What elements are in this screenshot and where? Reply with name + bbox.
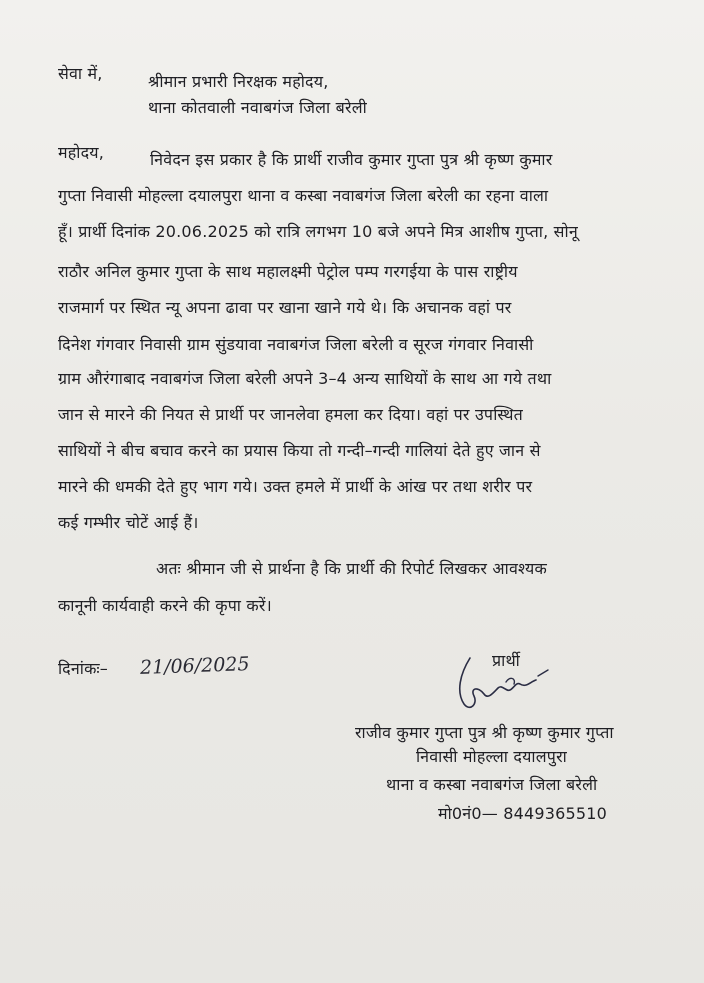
greeting: महोदय, (58, 143, 105, 162)
salutation-to: सेवा में, (58, 64, 103, 83)
signature (448, 652, 558, 722)
body-line: राठौर अनिल कुमार गुप्ता के साथ महालक्ष्मी पेट्रोल पम्प गरगईया के पास राष्ट्रीय (58, 262, 518, 281)
body-line: हूँ। प्रार्थी दिनांक 20.06.2025 को रात्रि लगभग 10 बजे अपने मित्र आशीष गुप्ता, सोनू (58, 222, 578, 241)
handwritten-date: 21/06/2025 (139, 653, 250, 679)
addressee-line-1: श्रीमान प्रभारी निरक्षक महोदय, (148, 72, 329, 91)
request-line: अतः श्रीमान जी से प्रार्थना है कि प्रार्थी की रिपोर्ट लिखकर आवश्यक (156, 559, 548, 578)
body-line: जान से मारने की नियत से प्रार्थी पर जानलेवा हमला कर दिया। वहां पर उपस्थित (58, 405, 523, 424)
body-line: साथियों ने बीच बचाव करने का प्रयास किया तो गन्दी–गन्दी गालियां देते हुए जान से (58, 441, 541, 460)
body-line: कई गम्भीर चोटें आई हैं। (58, 513, 199, 532)
sender-mobile: मो0नं0— 8449365510 (438, 804, 608, 823)
sender-name: राजीव कुमार गुप्ता पुत्र श्री कृष्ण कुमार गुप्ता (355, 723, 614, 742)
body-line: ग्राम औरंगाबाद नवाबगंज जिला बरेली अपने 3–4 अन्य साथियों के साथ आ गये तथा (58, 369, 552, 388)
sender-district: थाना व कस्बा नवाबगंज जिला बरेली (386, 775, 598, 794)
request-line: कानूनी कार्यवाही करने की कृपा करें। (58, 596, 272, 615)
body-line: राजमार्ग पर स्थित न्यू अपना ढावा पर खाना खाने गये थे। कि अचानक वहां पर (58, 298, 512, 317)
body-line: निवेदन इस प्रकार है कि प्रार्थी राजीव कुमार गुप्ता पुत्र श्री कृष्ण कुमार (150, 150, 553, 169)
body-line: दिनेश गंगवार निवासी ग्राम सुंडयावा नवाबगंज जिला बरेली व सूरज गंगवार निवासी (58, 335, 534, 354)
body-line: गुप्ता निवासी मोहल्ला दयालपुरा थाना व कस्बा नवाबगंज जिला बरेली का रहना वाला (58, 186, 549, 205)
applicant-label: प्रार्थी (492, 651, 521, 670)
body-line: मारने की धमकी देते हुए भाग गये। उक्त हमले में प्रार्थी के आंख पर तथा शरीर पर (58, 477, 533, 496)
sender-locality: निवासी मोहल्ला दयालपुरा (416, 747, 567, 766)
addressee-line-2: थाना कोतवाली नवाबगंज जिला बरेली (148, 98, 367, 117)
date-label: दिनांकः– (58, 659, 108, 678)
